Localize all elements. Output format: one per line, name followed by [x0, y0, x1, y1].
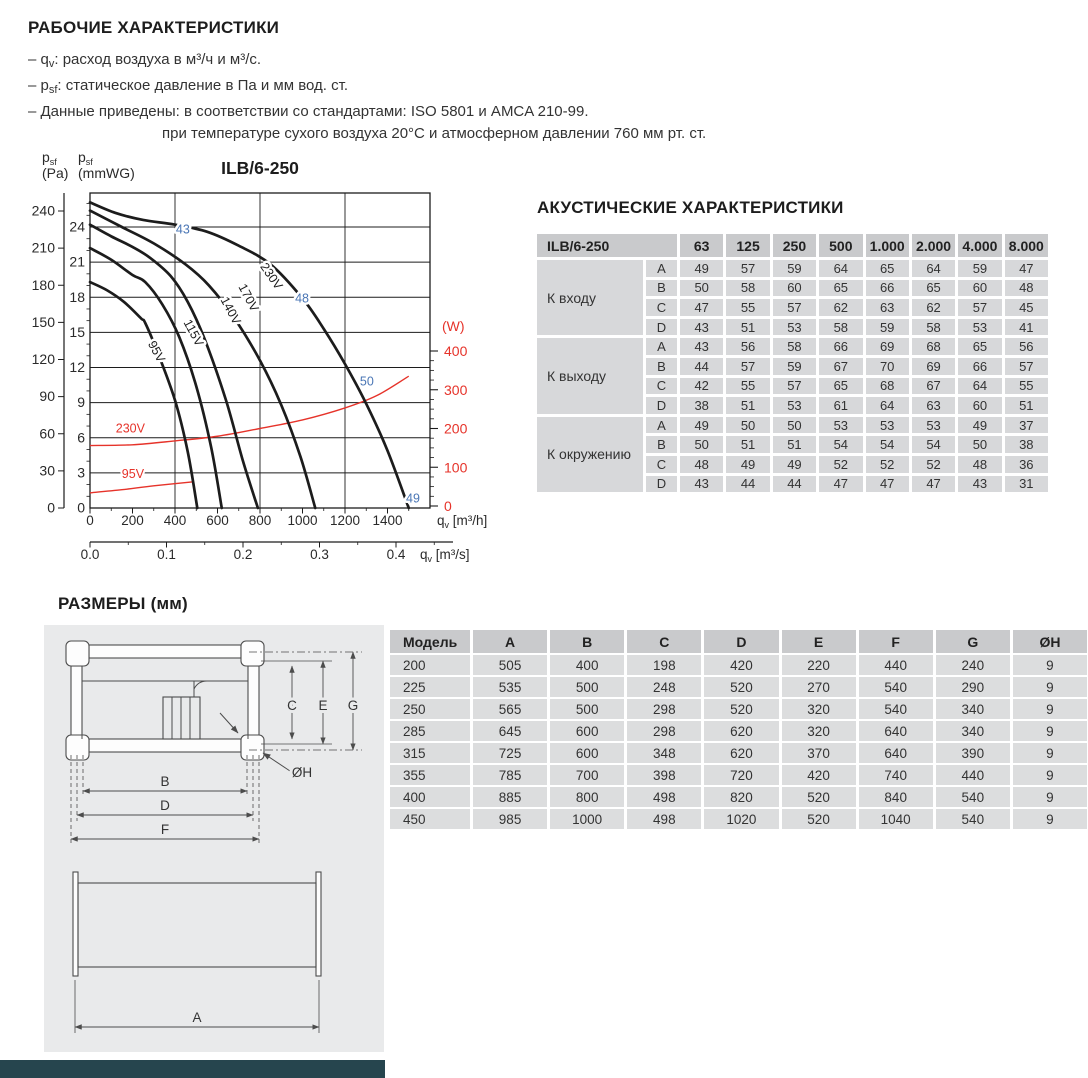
- dims-value-cell: 725: [473, 743, 547, 763]
- acoustic-value-cell: 31: [1005, 476, 1048, 493]
- dims-value-cell: 540: [859, 677, 933, 697]
- svg-text:(Pa): (Pa): [42, 165, 69, 181]
- acoustic-value-cell: 38: [1005, 436, 1048, 453]
- acoustic-frequency-header: 8.000: [1005, 234, 1048, 257]
- acoustic-value-cell: 58: [726, 280, 769, 297]
- acoustic-group-label: К выходу: [537, 338, 643, 413]
- svg-text:3: 3: [77, 464, 85, 481]
- acoustic-value-cell: 69: [866, 338, 909, 355]
- dims-value-cell: 9: [1013, 655, 1087, 675]
- dims-value-cell: 785: [473, 765, 547, 785]
- acoustic-value-cell: 51: [726, 436, 769, 453]
- dims-value-cell: 500: [550, 699, 624, 719]
- acoustic-value-cell: 58: [773, 338, 816, 355]
- dims-value-cell: 200: [390, 655, 470, 675]
- working-section-title: РАБОЧИЕ ХАРАКТЕРИСТИКИ: [28, 18, 280, 37]
- dims-value-cell: 720: [704, 765, 778, 785]
- dims-value-cell: 800: [550, 787, 624, 807]
- dims-value-cell: 9: [1013, 699, 1087, 719]
- pressure-curve-230V: [90, 202, 409, 508]
- corner-block: [241, 735, 264, 760]
- svg-text:0: 0: [77, 499, 85, 516]
- dims-value-cell: 450: [390, 809, 470, 829]
- acoustic-value-cell: 57: [958, 299, 1001, 316]
- dims-header-cell: ØH: [1013, 630, 1087, 653]
- acoustic-value-cell: 37: [1005, 417, 1048, 434]
- svg-text:90: 90: [39, 388, 55, 405]
- acoustic-value-cell: 49: [773, 456, 816, 473]
- acoustic-value-cell: 47: [866, 476, 909, 493]
- acoustic-value-cell: 50: [680, 280, 723, 297]
- bullet-airflow: – $q_v$: расход воздуха в м³/ч и м³/с.: [28, 51, 262, 70]
- acoustic-value-cell: 67: [819, 358, 862, 375]
- dims-value-cell: 400: [550, 655, 624, 675]
- dims-value-cell: 225: [390, 677, 470, 697]
- acoustic-value-cell: 44: [726, 476, 769, 493]
- noise-level-label: 48: [295, 291, 310, 306]
- acoustic-value-cell: 66: [866, 280, 909, 297]
- dims-value-cell: 9: [1013, 787, 1087, 807]
- acoustic-group-label: К входу: [537, 260, 643, 335]
- acoustic-value-cell: 70: [866, 358, 909, 375]
- bullet-conditions: при температуре сухого воздуха 20°C и атмосферном давлении 760 мм рт. ст.: [162, 125, 707, 142]
- acoustic-value-cell: 64: [912, 260, 955, 277]
- pressure-curve-140V: [90, 225, 258, 508]
- dims-value-cell: 535: [473, 677, 547, 697]
- acoustic-value-cell: 65: [819, 280, 862, 297]
- acoustic-value-cell: 51: [726, 319, 769, 336]
- acoustic-value-cell: 55: [726, 378, 769, 395]
- bullet-standards: – Данные приведены: в соответствии со стандартами: ISO 5801 и AMCA 210-99.: [28, 103, 589, 120]
- dimensions-table: [390, 630, 1087, 829]
- dims-header-cell: A: [473, 630, 547, 653]
- dims-value-cell: 1040: [859, 809, 933, 829]
- dims-value-cell: 440: [859, 655, 933, 675]
- voltage-label-115V: 115V: [180, 317, 207, 349]
- svg-text:400: 400: [444, 343, 468, 359]
- acoustic-row-letter: D: [646, 476, 677, 493]
- dim-c-label: C: [287, 698, 297, 713]
- acoustic-value-cell: 53: [866, 417, 909, 434]
- acoustic-frequency-header: 250: [773, 234, 816, 257]
- acoustic-value-cell: 62: [819, 299, 862, 316]
- dims-value-cell: 985: [473, 809, 547, 829]
- acoustic-value-cell: 66: [819, 338, 862, 355]
- acoustic-value-cell: 47: [819, 476, 862, 493]
- acoustic-value-cell: 47: [1005, 260, 1048, 277]
- dims-value-cell: 740: [859, 765, 933, 785]
- dims-value-cell: 645: [473, 721, 547, 741]
- bottom-rail: [89, 739, 241, 752]
- corner-block: [66, 735, 89, 760]
- dims-value-cell: 290: [936, 677, 1010, 697]
- acoustic-value-cell: 53: [773, 397, 816, 414]
- acoustic-table: [537, 234, 1048, 492]
- dims-value-cell: 840: [859, 787, 933, 807]
- svg-text:60: 60: [39, 425, 55, 442]
- acoustic-value-cell: 52: [866, 456, 909, 473]
- dim-e-label: E: [318, 698, 328, 713]
- dims-value-cell: 250: [390, 699, 470, 719]
- hole-diameter-label: ØH: [291, 765, 313, 780]
- acoustic-value-cell: 41: [1005, 319, 1048, 336]
- acoustic-value-cell: 49: [680, 417, 723, 434]
- acoustic-value-cell: 64: [958, 378, 1001, 395]
- dim-f-label: F: [160, 822, 170, 837]
- right-flange: [316, 872, 321, 976]
- svg-text:24: 24: [69, 218, 85, 235]
- svg-text:400: 400: [163, 513, 187, 528]
- acoustic-value-cell: 44: [773, 476, 816, 493]
- acoustic-value-cell: 53: [819, 417, 862, 434]
- working-characteristics-section: [28, 18, 748, 145]
- dims-value-cell: 540: [936, 787, 1010, 807]
- acoustic-value-cell: 43: [680, 338, 723, 355]
- svg-text:300: 300: [444, 381, 468, 398]
- svg-text:0.2: 0.2: [233, 547, 253, 562]
- footer-bar: [0, 1060, 385, 1078]
- acoustic-value-cell: 54: [912, 436, 955, 453]
- dims-value-cell: 320: [782, 699, 856, 719]
- dims-value-cell: 498: [627, 809, 701, 829]
- acoustic-value-cell: 68: [866, 378, 909, 395]
- svg-text:180: 180: [31, 276, 55, 293]
- acoustic-value-cell: 65: [866, 260, 909, 277]
- svg-text:0.0: 0.0: [80, 547, 100, 562]
- dims-value-cell: 500: [550, 677, 624, 697]
- dims-value-cell: 540: [936, 809, 1010, 829]
- dims-value-cell: 620: [704, 721, 778, 741]
- dims-value-cell: 540: [859, 699, 933, 719]
- acoustic-row-letter: C: [646, 456, 677, 473]
- power-label-230V: 230V: [115, 421, 145, 436]
- acoustic-value-cell: 50: [680, 436, 723, 453]
- voltage-label-230V: 230V: [257, 260, 286, 293]
- svg-text:120: 120: [31, 351, 55, 367]
- dims-value-cell: 198: [627, 655, 701, 675]
- svg-text:30: 30: [39, 462, 55, 479]
- dims-value-cell: 340: [936, 699, 1010, 719]
- chart-title: ILB/6-250: [221, 158, 299, 178]
- dimension-drawing: [44, 625, 384, 1052]
- dims-value-cell: 9: [1013, 765, 1087, 785]
- svg-text:12: 12: [69, 359, 85, 376]
- acoustic-value-cell: 68: [912, 338, 955, 355]
- acoustic-value-cell: 48: [958, 456, 1001, 473]
- dims-value-cell: 390: [936, 743, 1010, 763]
- acoustic-value-cell: 59: [958, 260, 1001, 277]
- dims-value-cell: 520: [704, 677, 778, 697]
- voltage-label-95V: 95V: [145, 338, 168, 365]
- dims-header-cell: D: [704, 630, 778, 653]
- acoustic-value-cell: 60: [958, 280, 1001, 297]
- acoustic-value-cell: 63: [866, 299, 909, 316]
- dim-b-label: B: [160, 774, 170, 789]
- dims-value-cell: 420: [782, 765, 856, 785]
- acoustic-value-cell: 57: [1005, 358, 1048, 375]
- dims-value-cell: 248: [627, 677, 701, 697]
- dims-header-cell: E: [782, 630, 856, 653]
- svg-text:0.4: 0.4: [386, 547, 406, 562]
- dims-value-cell: 1000: [550, 809, 624, 829]
- left-flange: [73, 872, 78, 976]
- dims-value-cell: 820: [704, 787, 778, 807]
- dims-value-cell: 9: [1013, 677, 1087, 697]
- acoustic-value-cell: 44: [680, 358, 723, 375]
- svg-text:100: 100: [444, 459, 468, 476]
- dims-value-cell: 520: [782, 809, 856, 829]
- voltage-label-140V: 140V: [217, 294, 244, 327]
- acoustic-value-cell: 38: [680, 397, 723, 414]
- acoustic-value-cell: 50: [726, 417, 769, 434]
- performance-chart: [30, 148, 500, 573]
- svg-text:15: 15: [69, 323, 85, 340]
- dims-value-cell: 700: [550, 765, 624, 785]
- acoustic-row-letter: C: [646, 378, 677, 395]
- acoustic-value-cell: 49: [726, 456, 769, 473]
- acoustic-row-letter: B: [646, 436, 677, 453]
- acoustic-value-cell: 69: [912, 358, 955, 375]
- svg-text:210: 210: [31, 239, 55, 256]
- acoustic-value-cell: 57: [773, 299, 816, 316]
- svg-text:psf: $p_{sf}$: [42, 149, 57, 167]
- dims-header-cell: B: [550, 630, 624, 653]
- voltage-label-170V: 170V: [235, 281, 262, 314]
- acoustic-value-cell: 65: [912, 280, 955, 297]
- acoustic-value-cell: 49: [958, 417, 1001, 434]
- svg-text:200: 200: [121, 513, 144, 528]
- dims-value-cell: 1020: [704, 809, 778, 829]
- acoustic-value-cell: 62: [912, 299, 955, 316]
- acoustic-value-cell: 57: [726, 260, 769, 277]
- acoustic-value-cell: 43: [680, 476, 723, 493]
- svg-text:21: 21: [69, 253, 85, 270]
- acoustic-value-cell: 54: [819, 436, 862, 453]
- acoustic-group-label: К окружению: [537, 417, 643, 492]
- acoustic-value-cell: 64: [819, 260, 862, 277]
- dims-value-cell: 9: [1013, 743, 1087, 763]
- acoustic-value-cell: 58: [819, 319, 862, 336]
- svg-text:1200: 1200: [329, 513, 361, 528]
- svg-text:600: 600: [206, 513, 229, 528]
- dims-value-cell: 340: [936, 721, 1010, 741]
- noise-level-label: 43: [175, 222, 190, 237]
- acoustic-value-cell: 53: [773, 319, 816, 336]
- dims-value-cell: 298: [627, 699, 701, 719]
- acoustic-section-title: АКУСТИЧЕСКИЕ ХАРАКТЕРИСТИКИ: [537, 198, 844, 217]
- noise-level-label: 49: [406, 491, 420, 506]
- dims-value-cell: 400: [390, 787, 470, 807]
- acoustic-section: [537, 198, 1048, 492]
- duct-body: [78, 883, 316, 967]
- dims-value-cell: 9: [1013, 809, 1087, 829]
- dim-a-label: A: [192, 1010, 202, 1025]
- power-curve-95V: [90, 482, 192, 493]
- acoustic-value-cell: 66: [958, 358, 1001, 375]
- svg-text:0: 0: [47, 499, 55, 516]
- dims-value-cell: 285: [390, 721, 470, 741]
- acoustic-value-cell: 55: [1005, 378, 1048, 395]
- svg-text:0: 0: [444, 498, 452, 514]
- acoustic-row-letter: A: [646, 260, 677, 277]
- dimension-drawing-panel: [44, 625, 384, 1052]
- dims-value-cell: 355: [390, 765, 470, 785]
- dims-value-cell: 520: [782, 787, 856, 807]
- dims-value-cell: 498: [627, 787, 701, 807]
- acoustic-value-cell: 42: [680, 378, 723, 395]
- acoustic-value-cell: 53: [912, 417, 955, 434]
- acoustic-frequency-header: 1.000: [866, 234, 909, 257]
- acoustic-value-cell: 56: [1005, 338, 1048, 355]
- dims-value-cell: 9: [1013, 721, 1087, 741]
- acoustic-value-cell: 45: [1005, 299, 1048, 316]
- pressure-curve-115V: [90, 248, 222, 508]
- acoustic-row-letter: C: [646, 299, 677, 316]
- dims-value-cell: 600: [550, 743, 624, 763]
- corner-block: [66, 641, 89, 666]
- dims-value-cell: 640: [859, 721, 933, 741]
- acoustic-value-cell: 65: [819, 378, 862, 395]
- dims-value-cell: 520: [704, 699, 778, 719]
- svg-text:0.3: 0.3: [310, 547, 329, 562]
- acoustic-value-cell: 49: [680, 260, 723, 277]
- acoustic-value-cell: 50: [958, 436, 1001, 453]
- acoustic-value-cell: 60: [958, 397, 1001, 414]
- working-notes: [28, 49, 748, 145]
- power-label-95V: 95V: [121, 467, 145, 482]
- acoustic-model-header: ILB/6-250: [537, 234, 677, 257]
- svg-text:psf: $p_{sf}$: [78, 149, 93, 167]
- acoustic-row-letter: D: [646, 397, 677, 414]
- acoustic-value-cell: 51: [726, 397, 769, 414]
- acoustic-value-cell: 43: [680, 319, 723, 336]
- svg-text:qv [m³/s]: $q_v$ [m³/s]: [420, 547, 470, 564]
- acoustic-frequency-header: 63: [680, 234, 723, 257]
- dims-value-cell: 505: [473, 655, 547, 675]
- dims-header-cell: F: [859, 630, 933, 653]
- acoustic-value-cell: 59: [773, 260, 816, 277]
- acoustic-value-cell: 60: [773, 280, 816, 297]
- dims-value-cell: 885: [473, 787, 547, 807]
- dims-value-cell: 565: [473, 699, 547, 719]
- acoustic-value-cell: 63: [912, 397, 955, 414]
- acoustic-value-cell: 61: [819, 397, 862, 414]
- dims-value-cell: 370: [782, 743, 856, 763]
- svg-text:1400: 1400: [372, 513, 403, 528]
- acoustic-row-letter: D: [646, 319, 677, 336]
- acoustic-value-cell: 47: [680, 299, 723, 316]
- acoustic-frequency-header: 4.000: [958, 234, 1001, 257]
- dims-value-cell: 240: [936, 655, 1010, 675]
- corner-block: [241, 641, 264, 666]
- acoustic-value-cell: 58: [912, 319, 955, 336]
- acoustic-value-cell: 51: [1005, 397, 1048, 414]
- acoustic-value-cell: 55: [726, 299, 769, 316]
- dimensions-section-title: РАЗМЕРЫ (мм): [58, 594, 188, 613]
- svg-text:9: 9: [77, 394, 85, 411]
- dims-value-cell: 348: [627, 743, 701, 763]
- svg-text:150: 150: [31, 313, 55, 330]
- acoustic-row-letter: A: [646, 338, 677, 355]
- acoustic-value-cell: 51: [773, 436, 816, 453]
- dims-header-cell: G: [936, 630, 1010, 653]
- acoustic-value-cell: 65: [958, 338, 1001, 355]
- svg-text:800: 800: [248, 513, 272, 528]
- acoustic-row-letter: B: [646, 280, 677, 297]
- dims-value-cell: 220: [782, 655, 856, 675]
- acoustic-frequency-header: 125: [726, 234, 769, 257]
- svg-text:qv [m³/h]: $q_v$ [m³/h]: [437, 513, 488, 530]
- acoustic-value-cell: 50: [773, 417, 816, 434]
- acoustic-value-cell: 67: [912, 378, 955, 395]
- noise-level-label: 50: [359, 374, 374, 389]
- acoustic-value-cell: 64: [866, 397, 909, 414]
- acoustic-value-cell: 54: [866, 436, 909, 453]
- dims-value-cell: 420: [704, 655, 778, 675]
- svg-text:18: 18: [69, 288, 85, 305]
- svg-text:(W): (W): [442, 318, 465, 334]
- acoustic-value-cell: 57: [773, 378, 816, 395]
- svg-text:0.1: 0.1: [157, 547, 176, 562]
- svg-text:240: 240: [31, 202, 55, 219]
- dims-value-cell: 298: [627, 721, 701, 741]
- dims-header-cell: C: [627, 630, 701, 653]
- dims-value-cell: 440: [936, 765, 1010, 785]
- dims-value-cell: 320: [782, 721, 856, 741]
- acoustic-value-cell: 59: [866, 319, 909, 336]
- acoustic-value-cell: 52: [912, 456, 955, 473]
- svg-text:0: 0: [86, 513, 94, 528]
- dims-value-cell: 620: [704, 743, 778, 763]
- acoustic-value-cell: 47: [912, 476, 955, 493]
- bullet-pressure: – $p_{sf}$: статическое давление в Па и мм вод. ст.: [28, 77, 348, 96]
- acoustic-value-cell: 36: [1005, 456, 1048, 473]
- acoustic-frequency-header: 500: [819, 234, 862, 257]
- acoustic-value-cell: 48: [1005, 280, 1048, 297]
- dim-g-label: G: [347, 698, 359, 713]
- dim-d-label: D: [160, 798, 170, 813]
- svg-text:6: 6: [77, 429, 85, 446]
- dims-value-cell: 600: [550, 721, 624, 741]
- acoustic-value-cell: 53: [958, 319, 1001, 336]
- acoustic-value-cell: 59: [773, 358, 816, 375]
- dims-value-cell: 315: [390, 743, 470, 763]
- acoustic-row-letter: A: [646, 417, 677, 434]
- top-rail: [89, 645, 241, 658]
- acoustic-value-cell: 43: [958, 476, 1001, 493]
- dims-value-cell: 270: [782, 677, 856, 697]
- acoustic-value-cell: 56: [726, 338, 769, 355]
- svg-text:200: 200: [444, 420, 468, 437]
- dims-header-cell: Модель: [390, 630, 470, 653]
- svg-text:(mmWG): (mmWG): [78, 165, 135, 181]
- acoustic-value-cell: 57: [726, 358, 769, 375]
- pressure-curve-170V: [90, 211, 315, 508]
- acoustic-value-cell: 52: [819, 456, 862, 473]
- svg-text:1000: 1000: [287, 513, 318, 528]
- dims-value-cell: 398: [627, 765, 701, 785]
- acoustic-frequency-header: 2.000: [912, 234, 955, 257]
- dims-value-cell: 640: [859, 743, 933, 763]
- acoustic-row-letter: B: [646, 358, 677, 375]
- acoustic-value-cell: 48: [680, 456, 723, 473]
